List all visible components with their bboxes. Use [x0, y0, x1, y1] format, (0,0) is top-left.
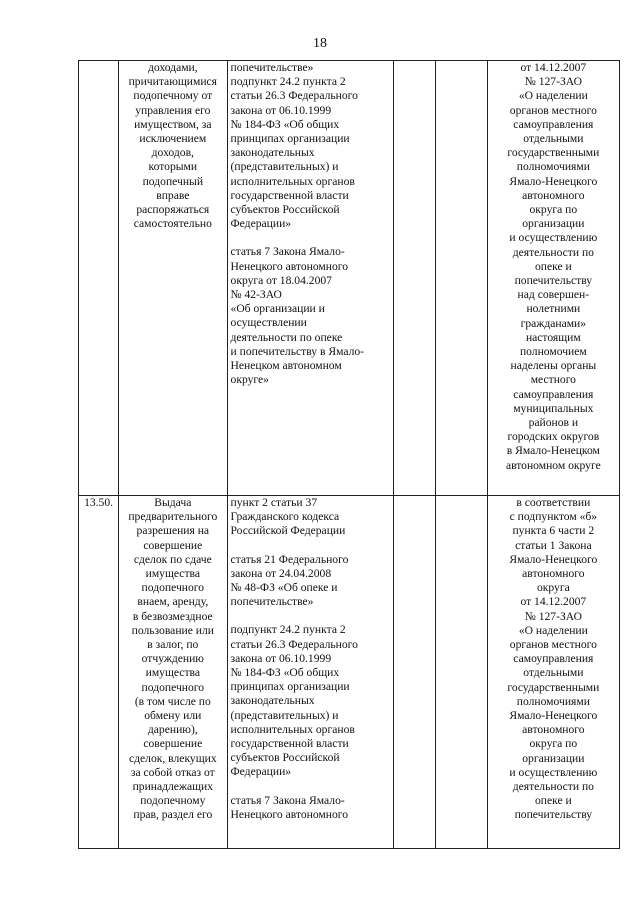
- legal-basis-cell: [227, 496, 394, 849]
- item-number-cell: 13.50.: [79, 496, 119, 849]
- legal-basis-paragraph: статья 7 Закона Ямало- Ненецкого автономного: [230, 793, 349, 821]
- service-name-cell: Выдача предварительного разрешения на совершение сделок по сдаче имущества подопечного внаем, аренду, в безвозмездное пользование или в залог, по отчуждению имущества подопечного (в том числе по обмену или дарению), совершение сделок, влекущих за собой отказ от принадлежащих подопечному прав, раздел его: [119, 496, 227, 849]
- authority-cell: в соответствии с подпунктом «б» пункта 6 части 2 статьи 1 Закона Ямало-Ненецкого автономного округа от 14.12.2007 № 127-ЗАО «О наделении органов местного самоуправления отдельными государственными полномочиями Ямало-Ненецкого автономного округа по организации и осуществлению деятельности по опеке и попечительству: [487, 496, 619, 849]
- table-row: [79, 61, 620, 496]
- authority-cell: от 14.12.2007 № 127-ЗАО «О наделении органов местного самоуправления отдельными государственными полномочиями Ямало-Ненецкого автономного округа по организации и осуществлению деятельности по опеке и попечительству над совершен- нолетними гражданами» настоящим полномочием наделены органы местного самоуправления муниципальных районов и городских округов в Ямало-Ненецком автономном округе: [487, 61, 619, 496]
- empty-cell: [394, 496, 435, 849]
- empty-cell: [394, 61, 435, 496]
- legal-basis-paragraph: подпункт 24.2 пункта 2 статьи 26.3 Федерального закона от 06.10.1999 № 184-ФЗ «Об общих принципах организации законодательных (представительных) и исполнительных органов государственной власти субъектов Российской Федерации»: [230, 623, 358, 779]
- legal-basis-paragraph: статья 7 Закона Ямало- Ненецкого автономного округа от 18.04.2007 № 42-ЗАО «Об организации и осуществлении деятельности по опеке и попечительству в Ямало- Ненецком автономном округе»: [230, 245, 365, 387]
- legal-basis-paragraph: пункт 2 статьи 37 Гражданского кодекса Российской Федерации: [230, 496, 346, 538]
- table-row: [79, 496, 620, 849]
- legal-basis-paragraph: попечительстве» подпункт 24.2 пункта 2 статьи 26.3 Федерального закона от 06.10.1999 № 184-ФЗ «Об общих принципах организации законодательных (представительных) и исполнительных органов государственной власти субъектов Российской Федерации»: [230, 61, 358, 231]
- item-number-cell: [79, 61, 119, 496]
- page-number: 18: [313, 36, 327, 51]
- legal-basis-cell: [227, 61, 394, 496]
- services-table: [78, 60, 620, 849]
- service-name-cell: доходами, причитающимися подопечному от управления его имущеcтвом, за исключением доходов, которыми подопечный вправе распоряжаться самостоятельно: [119, 61, 227, 496]
- legal-basis-paragraph: статья 21 Федерального закона от 24.04.2008 № 48-ФЗ «Об опеке и попечительстве»: [230, 552, 349, 609]
- empty-cell: [435, 61, 487, 496]
- empty-cell: [435, 496, 487, 849]
